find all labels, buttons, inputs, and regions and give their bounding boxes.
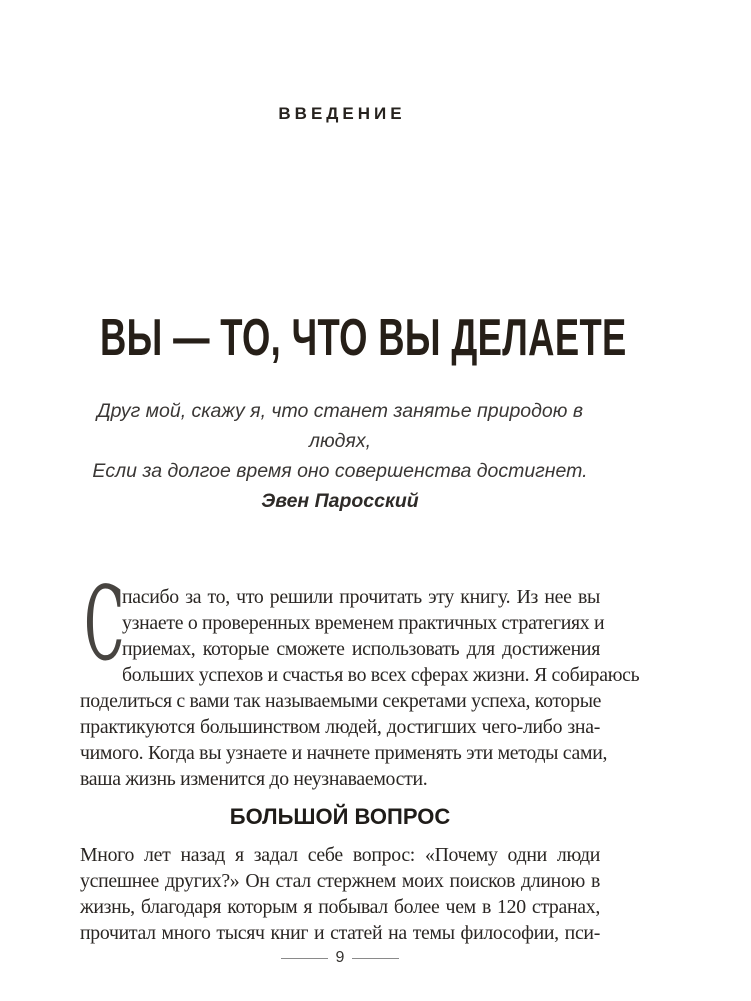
running-head: ВВЕДЕНИЕ [278, 104, 406, 123]
folio-rule-left [281, 958, 328, 959]
text-line: приемах, которые сможете использовать для достижения [122, 638, 600, 660]
text-line: практикуются большинством людей, достигших чего-либо зна- [80, 716, 600, 738]
text-line: жизнь, благодаря которым я побывал более чем в 120 странах, [80, 896, 600, 918]
section-heading: БОЛЬШОЙ ВОПРОС [229, 804, 451, 829]
intro-paragraph-lines [80, 584, 640, 792]
intro-paragraph [80, 565, 640, 792]
drop-cap [84, 565, 125, 684]
epigraph [80, 396, 600, 486]
text-column [80, 0, 640, 968]
page-number: 9 [335, 949, 345, 966]
text-line: чимого. Когда вы узнаете и начнете применять эти методы сами, [80, 742, 608, 764]
text-line: Много лет назад я задал себе вопрос: «Почему одни люди [80, 844, 600, 866]
text-line: успешнее других?» Он стал стержнем моих поисков длиною в [80, 870, 600, 892]
section-paragraph [80, 842, 600, 946]
text-line: ваша жизнь изменится до неузнаваемости. [80, 768, 428, 790]
page-number-footer [80, 948, 600, 968]
text-line: прочитал много тысяч книг и статей на темы философии, пси- [80, 922, 600, 944]
text-line: пасибо за то, что решили прочитать эту книгу. Из нее вы [122, 586, 600, 608]
folio-rule-right [352, 958, 399, 959]
epigraph-attribution: Эвен Паросский [261, 490, 419, 512]
text-line: больших успехов и счастья во всех сферах жизни. Я собираюсь [122, 664, 640, 686]
chapter-title-text: ВЫ — ТО, ЧТО ВЫ ДЕЛАЕТЕ [100, 309, 627, 367]
epigraph-line: Если за долгое время оно совершенства достигнет. [92, 460, 588, 482]
text-line: поделиться с вами так называемыми секретами успеха, которые [80, 690, 602, 712]
drop-cap-letter: С [84, 565, 125, 684]
text-line: узнаете о проверенных временем практичных стратегиях и [122, 612, 605, 634]
epigraph-line: Друг мой, скажу я, что станет занятье природою в людях, [96, 400, 584, 452]
chapter-title [100, 309, 627, 367]
